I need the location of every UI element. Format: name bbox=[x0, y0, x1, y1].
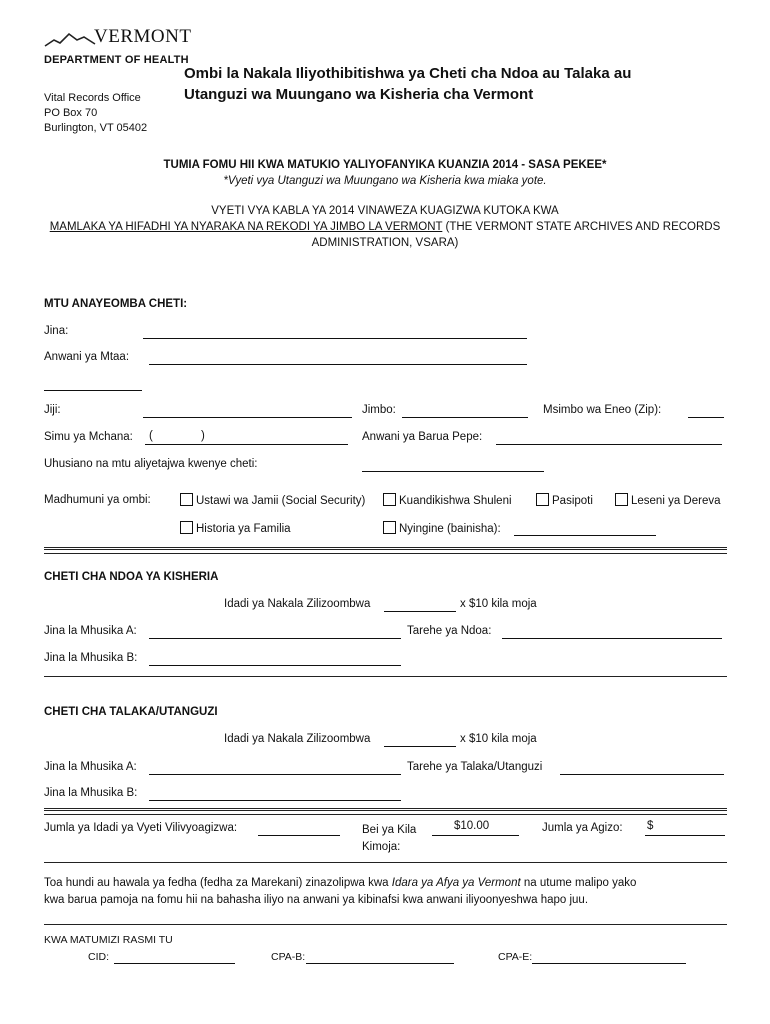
marriage-party-a-field[interactable] bbox=[149, 626, 401, 639]
marriage-heading: CHETI CHA NDOA YA KISHERIA bbox=[44, 571, 219, 583]
divorce-date-label: Tarehe ya Talaka/Utanguzi bbox=[407, 761, 543, 773]
cpab-field[interactable] bbox=[306, 951, 454, 964]
total-count-field[interactable] bbox=[258, 823, 340, 836]
purpose-option-passport[interactable] bbox=[536, 493, 593, 507]
vermont-logo bbox=[44, 26, 192, 70]
cpae-field[interactable] bbox=[532, 951, 686, 964]
mountain-logo-icon bbox=[44, 28, 96, 48]
purpose-option-social-security[interactable] bbox=[180, 493, 365, 507]
notice-line1: TUMIA FOMU HII KWA MATUKIO YALIYOFANYIKA KUANZIA 2014 - SASA PEKEE* bbox=[163, 159, 607, 171]
archives-link[interactable]: MAMLAKA YA HIFADHI YA NYARAKA NA REKODI YA JIMBO LA VERMONT bbox=[49, 221, 443, 233]
divorce-party-b-field[interactable] bbox=[149, 788, 401, 801]
phone-area-close: ) bbox=[201, 430, 205, 442]
marriage-copies-field[interactable] bbox=[384, 599, 456, 612]
purpose-option-label: Pasipoti bbox=[552, 495, 593, 507]
notice-line5: ADMINISTRATION, VSARA) bbox=[311, 237, 459, 249]
divorce-party-a-field[interactable] bbox=[149, 762, 401, 775]
section-divider bbox=[44, 808, 727, 815]
purpose-option-label: Historia ya Familia bbox=[196, 523, 291, 535]
address-field[interactable] bbox=[149, 352, 527, 365]
address-field-line2[interactable] bbox=[44, 378, 142, 391]
marriage-party-b-field[interactable] bbox=[149, 653, 401, 666]
cpab-label: CPA-B: bbox=[271, 951, 306, 963]
zip-label: Msimbo wa Eneo (Zip): bbox=[543, 404, 662, 416]
payment-text-b: na utume malipo yako bbox=[520, 877, 637, 889]
section-divider bbox=[44, 862, 727, 863]
divorce-price: x $10 kila moja bbox=[460, 733, 537, 745]
email-field[interactable] bbox=[496, 432, 722, 445]
section-divider bbox=[44, 547, 727, 554]
marriage-date-label: Tarehe ya Ndoa: bbox=[407, 625, 492, 637]
office-city: Burlington, VT 05402 bbox=[44, 122, 148, 134]
email-label: Anwani ya Barua Pepe: bbox=[362, 431, 483, 443]
marriage-date-field[interactable] bbox=[502, 626, 722, 639]
city-label: Jiji: bbox=[44, 404, 61, 416]
purpose-label: Madhumuni ya ombi: bbox=[44, 494, 151, 506]
phone-area-open: ( bbox=[149, 430, 153, 442]
purpose-other-field[interactable] bbox=[514, 523, 656, 536]
section-divider bbox=[44, 924, 727, 925]
name-label: Jina: bbox=[44, 325, 69, 337]
unit-price-label-line1: Bei ya Kila bbox=[362, 824, 417, 836]
page-title-line1: Ombi la Nakala Iliyothibitishwa ya Cheti cha Ndoa au Talaka au bbox=[184, 65, 632, 82]
payment-text-a: Toa hundi au hawala ya fedha (fedha za Marekani) zinazolipwa kwa bbox=[44, 877, 392, 889]
order-total-prefix: $ bbox=[647, 820, 654, 832]
checkbox-icon[interactable] bbox=[615, 493, 628, 506]
zip-field[interactable] bbox=[688, 405, 724, 418]
purpose-option-label: Leseni ya Dereva bbox=[631, 495, 721, 507]
office-use-heading: KWA MATUMIZI RASMI TU bbox=[44, 934, 173, 946]
marriage-copies-label: Idadi ya Nakala Zilizoombwa bbox=[224, 598, 371, 610]
checkbox-icon[interactable] bbox=[383, 521, 396, 534]
marriage-party-b-label: Jina la Mhusika B: bbox=[44, 652, 138, 664]
phone-field[interactable] bbox=[145, 432, 348, 445]
notice-line2: *Vyeti vya Utanguzi wa Muungano wa Kisheria kwa miaka yote. bbox=[223, 175, 547, 187]
section-divider bbox=[44, 676, 727, 677]
relation-label: Uhusiano na mtu aliyetajwa kwenye cheti: bbox=[44, 458, 258, 470]
cid-field[interactable] bbox=[114, 951, 235, 964]
page-title bbox=[184, 63, 631, 105]
divorce-party-b-label: Jina la Mhusika B: bbox=[44, 787, 138, 799]
unit-price-value: $10.00 bbox=[454, 820, 490, 832]
cid-label: CID: bbox=[88, 951, 109, 963]
purpose-option-family-history[interactable] bbox=[180, 521, 291, 535]
notice-line3: VYETI VYA KABLA YA 2014 VINAWEZA KUAGIZWA KUTOKA KWA bbox=[211, 205, 559, 217]
divorce-date-field[interactable] bbox=[560, 762, 724, 775]
divorce-copies-field[interactable] bbox=[384, 734, 456, 747]
unit-price-label-line2: Kimoja: bbox=[362, 841, 401, 853]
marriage-party-a-label: Jina la Mhusika A: bbox=[44, 625, 137, 637]
checkbox-icon[interactable] bbox=[383, 493, 396, 506]
divorce-party-a-label: Jina la Mhusika A: bbox=[44, 761, 137, 773]
page-title-line2: Utanguzi wa Muungano wa Kisheria cha Vermont bbox=[184, 86, 534, 103]
unit-price-label bbox=[362, 822, 416, 856]
payee-name: Idara ya Afya ya Vermont bbox=[391, 877, 521, 889]
order-total-field[interactable] bbox=[645, 823, 725, 836]
name-field[interactable] bbox=[143, 326, 527, 339]
checkbox-icon[interactable] bbox=[536, 493, 549, 506]
logo-department: DEPARTMENT OF HEALTH bbox=[44, 54, 189, 66]
purpose-option-label: Nyingine (bainisha): bbox=[399, 523, 501, 535]
address-label: Anwani ya Mtaa: bbox=[44, 351, 130, 363]
checkbox-icon[interactable] bbox=[180, 521, 193, 534]
divorce-heading: CHETI CHA TALAKA/UTANGUZI bbox=[44, 706, 218, 718]
payment-text-line2: kwa barua pamoja na fomu hii na bahasha iliyo na anwani ya kibinafsi kwa anwani iliyoonyeshwa hapo juu. bbox=[44, 894, 589, 906]
notice-line4: (THE VERMONT STATE ARCHIVES AND RECORDS bbox=[442, 221, 721, 233]
payment-instructions bbox=[44, 875, 734, 909]
order-total-label: Jumla ya Agizo: bbox=[542, 822, 623, 834]
logo-wordmark: VERMONT bbox=[94, 26, 192, 47]
divorce-copies-label: Idadi ya Nakala Zilizoombwa bbox=[224, 733, 371, 745]
phone-label: Simu ya Mchana: bbox=[44, 431, 133, 443]
city-field[interactable] bbox=[143, 405, 352, 418]
requester-heading: MTU ANAYEOMBA CHETI: bbox=[44, 298, 188, 310]
state-field[interactable] bbox=[402, 405, 528, 418]
purpose-option-label: Ustawi wa Jamii (Social Security) bbox=[196, 495, 366, 507]
cpae-label: CPA-E: bbox=[498, 951, 533, 963]
state-label: Jimbo: bbox=[362, 404, 396, 416]
office-pobox: PO Box 70 bbox=[44, 107, 98, 119]
checkbox-icon[interactable] bbox=[180, 493, 193, 506]
purpose-option-other[interactable] bbox=[383, 521, 501, 535]
total-count-label: Jumla ya Idadi ya Vyeti Vilivyoagizwa: bbox=[44, 822, 238, 834]
office-address bbox=[44, 91, 147, 136]
notice-block bbox=[0, 157, 770, 251]
relation-field[interactable] bbox=[362, 459, 544, 472]
purpose-option-label: Kuandikishwa Shuleni bbox=[399, 495, 512, 507]
purpose-option-drivers-license[interactable] bbox=[615, 493, 721, 507]
marriage-price: x $10 kila moja bbox=[460, 598, 537, 610]
purpose-option-school[interactable] bbox=[383, 493, 512, 507]
office-name: Vital Records Office bbox=[44, 92, 141, 104]
